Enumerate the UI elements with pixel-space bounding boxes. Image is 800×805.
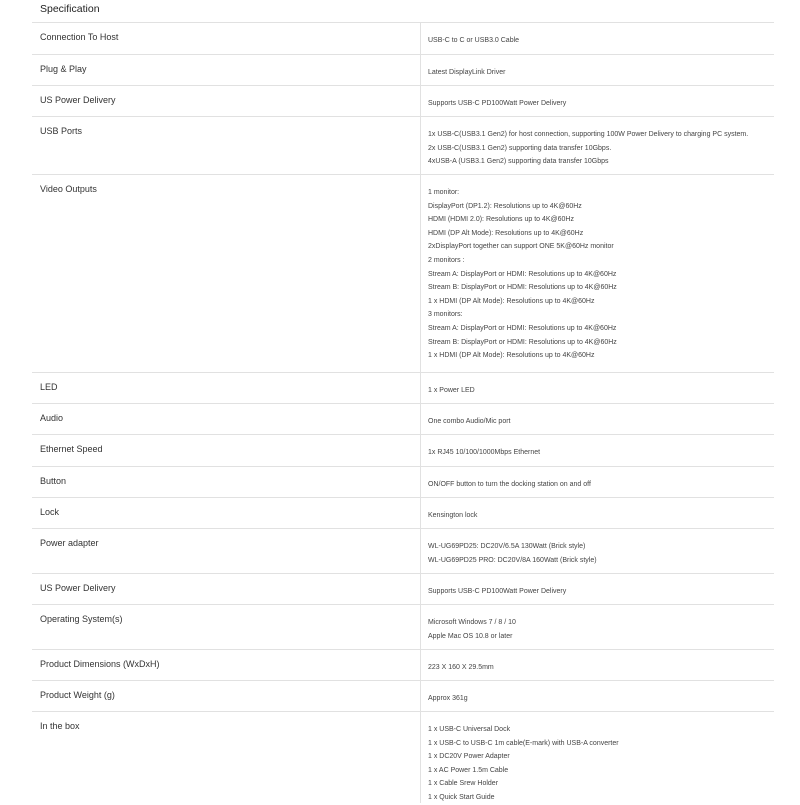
column-divider	[420, 529, 421, 573]
spec-label: Operating System(s)	[40, 614, 123, 624]
spec-label: Product Dimensions (WxDxH)	[40, 659, 160, 669]
spec-value-line: 1 x AC Power 1.5m Cable	[428, 766, 509, 774]
column-divider	[420, 712, 421, 803]
spec-value-line: 1 x USB-C to USB-C 1m cable(E-mark) with USB-A converter	[428, 739, 619, 747]
column-divider	[420, 605, 421, 649]
column-divider	[420, 23, 421, 54]
spec-value	[428, 34, 519, 48]
spec-value-line: Apple Mac OS 10.8 or later	[428, 632, 513, 640]
spec-label: Lock	[40, 507, 60, 517]
spec-value-line: HDMI (DP Alt Mode): Resolutions up to 4K@60Hz	[428, 229, 584, 237]
column-divider	[420, 55, 421, 85]
spec-label: US Power Delivery	[40, 583, 116, 593]
spec-value-line: HDMI (HDMI 2.0): Resolutions up to 4K@60Hz	[428, 216, 574, 224]
spec-value	[428, 585, 566, 599]
spec-value-line: One combo Audio/Mic port	[428, 418, 511, 425]
spec-row-connection-to-host	[32, 23, 774, 55]
spec-value	[428, 384, 475, 398]
spec-value-line: 3 monitors:	[428, 311, 463, 319]
spec-value-line: 1 x HDMI (DP Alt Mode): Resolutions up to 4K@60Hz	[428, 352, 595, 360]
column-divider	[420, 650, 421, 680]
spec-value-line: Stream A: DisplayPort or HDMI: Resolutions up to 4K@60Hz	[428, 324, 617, 332]
spec-label: Connection To Host	[40, 32, 119, 42]
column-divider	[420, 574, 421, 604]
spec-value-line: 1 x USB-C Universal Dock	[428, 726, 511, 733]
spec-row-button	[32, 467, 774, 498]
spec-label: Audio	[40, 413, 64, 423]
spec-value-line: 1x RJ45 10/100/1000Mbps Ethernet	[428, 449, 541, 456]
spec-value-line: Kensington lock	[428, 512, 478, 519]
column-divider	[420, 498, 421, 528]
spec-label: In the box	[40, 721, 80, 731]
spec-label: Button	[40, 476, 67, 486]
spec-value	[428, 509, 477, 523]
spec-value-line: ON/OFF button to turn the docking station on and off	[428, 481, 591, 488]
spec-label: Product Weight (g)	[40, 690, 115, 700]
spec-value	[428, 186, 617, 363]
column-divider	[420, 86, 421, 116]
column-divider	[420, 117, 421, 174]
spec-row-video-outputs	[32, 175, 774, 373]
spec-row-audio	[32, 404, 774, 435]
spec-value-line: USB-C to C or USB3.0 Cable	[428, 37, 520, 44]
spec-value-line: 1 x HDMI (DP Alt Mode): Resolutions up to 4K@60Hz	[428, 297, 595, 305]
column-divider	[420, 435, 421, 466]
spec-value	[428, 478, 591, 492]
spec-value-line: Supports USB-C PD100Watt Power Delivery	[428, 588, 567, 595]
spec-value-line: 2x USB-C(USB3.1 Gen2) supporting data transfer 10Gbps.	[428, 144, 612, 152]
spec-row-operating-systems	[32, 605, 774, 650]
spec-value	[428, 446, 540, 460]
spec-row-us-power-delivery-2	[32, 574, 774, 605]
spec-value-line: Stream B: DisplayPort or HDMI: Resolutions up to 4K@60Hz	[428, 338, 617, 346]
spec-value	[428, 97, 566, 111]
spec-label: Plug & Play	[40, 64, 87, 74]
specification-table	[32, 0, 774, 803]
spec-row-power-adapter	[32, 529, 774, 574]
spec-value-line: Microsoft Windows 7 / 8 / 10	[428, 619, 516, 626]
spec-row-product-dimensions	[32, 650, 774, 681]
spec-label: US Power Delivery	[40, 95, 116, 105]
spec-label: Video Outputs	[40, 184, 97, 194]
spec-row-plug-and-play	[32, 55, 774, 86]
spec-value-line: Latest DisplayLink Driver	[428, 69, 506, 76]
spec-value	[428, 66, 505, 80]
spec-value-line: 1 monitor:	[428, 189, 460, 196]
spec-value-line: 1x USB-C(USB3.1 Gen2) for host connection, supporting 100W Power Delivery to charging PC system.	[428, 131, 749, 138]
spec-row-lock	[32, 498, 774, 529]
column-divider	[420, 467, 421, 497]
spec-value-line: 1 x Cable Srew Holder	[428, 780, 499, 788]
spec-value-line: 2xDisplayPort together can support ONE 5K@60Hz monitor	[428, 243, 614, 251]
spec-value-line: 1 x DC20V Power Adapter	[428, 753, 510, 761]
spec-value	[428, 540, 597, 567]
spec-value-line: WL-UG69PD25 PRO: DC20V/8A 160Watt (Brick style)	[428, 556, 597, 564]
column-divider	[420, 681, 421, 711]
column-divider	[420, 175, 421, 372]
spec-row-ethernet-speed	[32, 435, 774, 467]
spec-value-line: 2 monitors :	[428, 256, 465, 264]
spec-value	[428, 415, 511, 429]
spec-label: Power adapter	[40, 538, 99, 548]
spec-value-line: 223 X 160 X 29.5mm	[428, 664, 494, 671]
spec-row-usb-ports	[32, 117, 774, 175]
spec-row-us-power-delivery	[32, 86, 774, 117]
spec-value-line: WL-UG69PD25: DC20V/6.5A 130Watt (Brick style)	[428, 543, 586, 550]
specification-header	[32, 0, 774, 23]
spec-label: USB Ports	[40, 126, 83, 136]
spec-value	[428, 692, 468, 706]
spec-value-line: Supports USB-C PD100Watt Power Delivery	[428, 100, 567, 107]
column-divider	[420, 404, 421, 434]
spec-value-line: Stream B: DisplayPort or HDMI: Resolutions up to 4K@60Hz	[428, 284, 617, 292]
specification-title: Specification	[40, 3, 100, 15]
spec-value	[428, 723, 619, 805]
spec-value	[428, 616, 516, 643]
spec-value-line: 4xUSB-A (USB3.1 Gen2) supporting data transfer 10Gbps	[428, 158, 609, 166]
column-divider	[420, 373, 421, 403]
spec-value-line: 1 x Power LED	[428, 387, 475, 394]
spec-value-line: Approx 361g	[428, 695, 468, 702]
spec-value-line: Stream A: DisplayPort or HDMI: Resolutions up to 4K@60Hz	[428, 270, 617, 278]
spec-label: Ethernet Speed	[40, 444, 103, 454]
spec-row-led	[32, 373, 774, 404]
spec-row-in-the-box	[32, 712, 774, 803]
spec-row-product-weight	[32, 681, 774, 712]
spec-label: LED	[40, 382, 58, 392]
spec-value-line: 1 x Quick Start Guide	[428, 793, 495, 801]
spec-value-line: DisplayPort (DP1.2): Resolutions up to 4K@60Hz	[428, 202, 582, 210]
spec-value	[428, 661, 494, 675]
spec-value	[428, 128, 748, 169]
